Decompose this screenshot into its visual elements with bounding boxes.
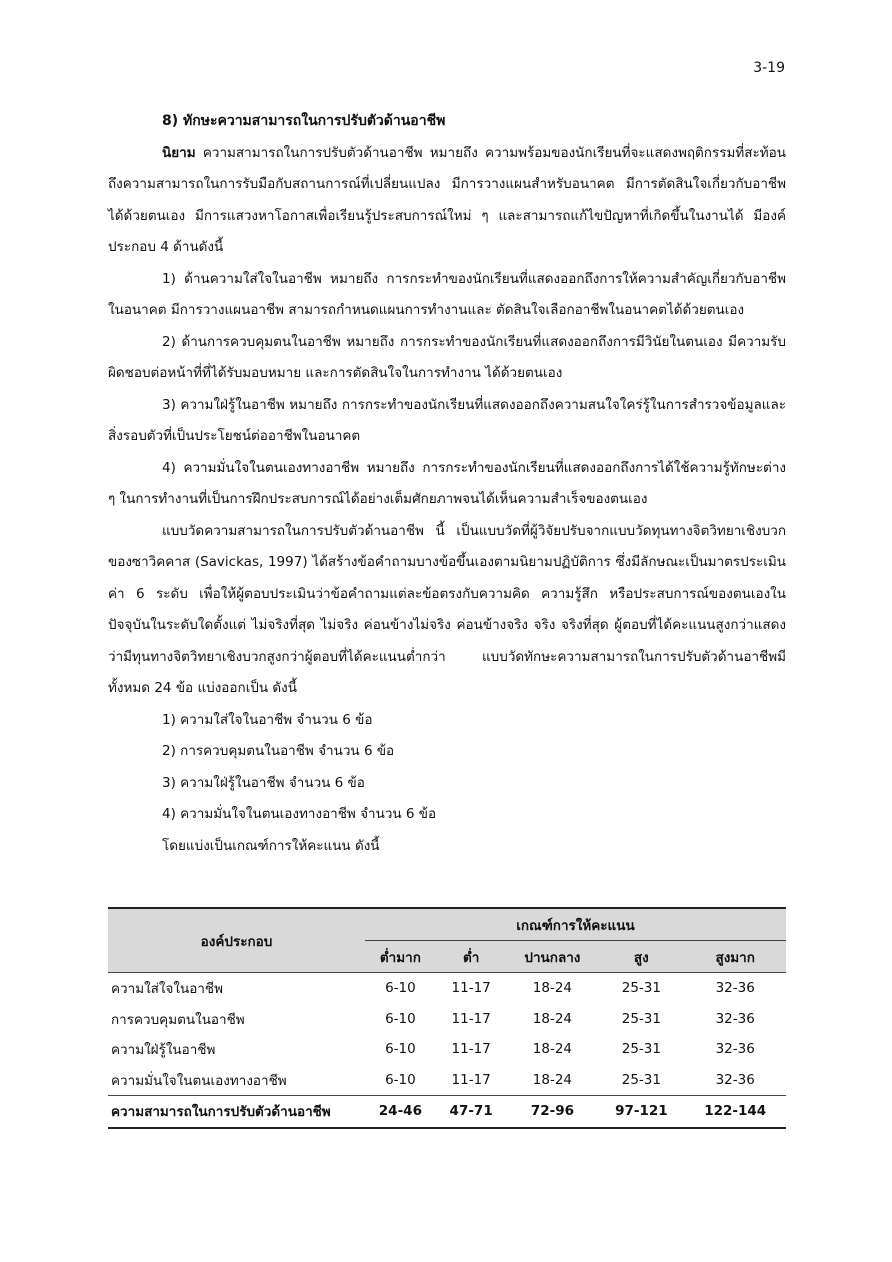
document-body	[108, 106, 786, 862]
table-row	[108, 1004, 786, 1035]
item-count-3: 3) ความใฝ่รู้ในอาชีพ จำนวน 6 ข้อ	[162, 774, 365, 791]
level-header: สูงมาก	[684, 941, 786, 973]
definition-text: ความสามารถในการปรับตัวด้านอาชีพ หมายถึง ความพร้อมของนักเรียนที่จะแสดงพฤติกรรมที่สะท้อนถึงความสามารถในการรับมือกับสถานการณ์ที่เปลี่ยนแปลง มีการวางแผนสำหรับอนาคต มีการตัดสินใจเกี่ยวกับอาชีพได้ด้วยตนเอง มีการแสวงหาโอกาสเพื่อเรียนรู้ประสบการณ์ใหม่ ๆ และสามารถแก้ไขปัญหาที่เกิดขึ้นในงานได้ มีองค์ประกอบ 4 ด้านดังนี้	[108, 144, 786, 255]
level-header: ต่ำ	[436, 941, 507, 973]
total-cell: 47-71	[436, 1096, 507, 1128]
page-number: 3-19	[753, 60, 785, 76]
level-header: สูง	[598, 941, 684, 973]
row-label: ความใส่ใจในอาชีพ	[111, 981, 223, 998]
table-row	[108, 973, 786, 1004]
table-cell: 11-17	[451, 1010, 491, 1027]
table-cell: 18-24	[532, 1071, 573, 1088]
table-cell: 25-31	[621, 1010, 661, 1027]
component-header: องค์ประกอบ	[108, 908, 365, 973]
table-cell: 18-24	[532, 1010, 573, 1027]
criteria-header: เกณฑ์การให้คะแนน	[365, 908, 786, 941]
table-cell: 18-24	[532, 980, 573, 997]
total-cell: 97-121	[598, 1096, 684, 1128]
total-cell: 24-46	[365, 1096, 436, 1128]
component-paragraph-2: 2) ด้านการควบคุมตนในอาชีพ หมายถึง การกระทำของนักเรียนที่แสดงออกถึงการมีวินัยในตนเอง มีความรับผิดชอบต่อหน้าที่ที่ได้รับมอบหมาย และการตัดสินใจในการทำงาน ได้ด้วยตนเอง	[108, 333, 786, 381]
item-count-1: 1) ความใส่ใจในอาชีพ จำนวน 6 ข้อ	[162, 711, 373, 728]
table-row	[108, 1065, 786, 1096]
table-cell: 32-36	[715, 1041, 755, 1058]
table-cell: 11-17	[451, 1041, 491, 1058]
table-cell: 25-31	[621, 1071, 661, 1088]
criteria-intro: โดยแบ่งเป็นเกณฑ์การให้คะแนน ดังนี้	[162, 837, 380, 854]
component-paragraph-1: 1) ด้านความใส่ใจในอาชีพ หมายถึง การกระทำของนักเรียนที่แสดงออกถึงการให้ความสำคัญเกี่ยวกับอาชีพในอนาคต มีการวางแผนอาชีพ สามารถกำหนดแผนการทำงานและ ตัดสินใจเลือกอาชีพในอนาคตได้ด้วยตนเอง	[108, 270, 786, 318]
table-cell: 11-17	[451, 1071, 491, 1088]
section-heading: 8) ทักษะความสามารถในการปรับตัวด้านอาชีพ	[162, 113, 446, 129]
table-row	[108, 1034, 786, 1065]
table-cell: 25-31	[621, 980, 661, 997]
table-cell: 25-31	[621, 1041, 661, 1058]
table-cell: 6-10	[385, 980, 416, 997]
definition-term: นิยาม	[162, 144, 196, 161]
table-cell: 32-36	[715, 1010, 755, 1027]
level-header: ต่ำมาก	[365, 941, 436, 973]
total-row	[108, 1096, 786, 1128]
total-cell: 122-144	[684, 1096, 786, 1128]
row-label: การควบคุมตนในอาชีพ	[111, 1011, 245, 1028]
component-paragraph-3: 3) ความใฝ่รู้ในอาชีพ หมายถึง การกระทำของนักเรียนที่แสดงออกถึงความสนใจใคร่รู้ในการสำรวจข้อมูลและสิ่งรอบตัวที่เป็นประโยชน์ต่ออาชีพในอนาคต	[108, 396, 786, 444]
row-label: ความใฝ่รู้ในอาชีพ	[111, 1042, 216, 1059]
total-cell: 72-96	[507, 1096, 599, 1128]
component-paragraph-4: 4) ความมั่นใจในตนเองทางอาชีพ หมายถึง การกระทำของนักเรียนที่แสดงออกถึงการได้ใช้ความรู้ทักษะต่าง ๆ ในการทำงานที่เป็นการฝึกประสบการณ์ได้อย่างเต็มศักยภาพจนได้เห็นความสำเร็จของตนเอง	[108, 459, 786, 507]
table-cell: 6-10	[385, 1071, 416, 1088]
item-count-2: 2) การควบคุมตนในอาชีพ จำนวน 6 ข้อ	[162, 743, 395, 759]
table-cell: 6-10	[385, 1010, 416, 1027]
total-label: ความสามารถในการปรับตัวด้านอาชีพ	[108, 1096, 365, 1128]
item-count-4: 4) ความมั่นใจในตนเองทางอาชีพ จำนวน 6 ข้อ	[162, 806, 437, 822]
scoring-criteria-table	[108, 907, 786, 1129]
table-cell: 11-17	[451, 980, 491, 997]
table-cell: 6-10	[385, 1041, 416, 1058]
table-cell: 18-24	[532, 1041, 573, 1058]
table-cell: 32-36	[715, 1071, 755, 1088]
level-header: ปานกลาง	[507, 941, 599, 973]
measure-paragraph: แบบวัดความสามารถในการปรับตัวด้านอาชีพ นี้ เป็นแบบวัดที่ผู้วิจัยปรับจากแบบวัดทุนทางจิตวิทยาเชิงบวกของซาวิคคาส (Savickas, 1997) ได้สร้างข้อคำถามบางข้อขึ้นเองตามนิยามปฏิบัติการ ซึ่งมีลักษณะเป็นมาตรประเมินค่า 6 ระดับ เพื่อให้ผู้ตอบประเมินว่าข้อคำถามแต่ละข้อตรงกับความคิด ความรู้สึก หรือประสบการณ์ของตนเองในปัจจุบันในระดับใดตั้งแต่ ไม่จริงที่สุด ไม่จริง ค่อนข้างไม่จริง ค่อนข้างจริง จริง จริงที่สุด ผู้ตอบที่ได้คะแนนสูงกว่าแสดงว่ามีทุนทางจิตวิทยาเชิงบวกสูงกว่าผู้ตอบที่ได้คะแนนต่ำกว่า แบบวัดทักษะความสามารถในการปรับตัวด้านอาชีพมีทั้งหมด 24 ข้อ แบ่งออกเป็น ดังนี้	[108, 522, 786, 696]
row-label: ความมั่นใจในตนเองทางอาชีพ	[111, 1072, 287, 1089]
table-cell: 32-36	[715, 980, 755, 997]
definition-paragraph	[108, 138, 786, 264]
